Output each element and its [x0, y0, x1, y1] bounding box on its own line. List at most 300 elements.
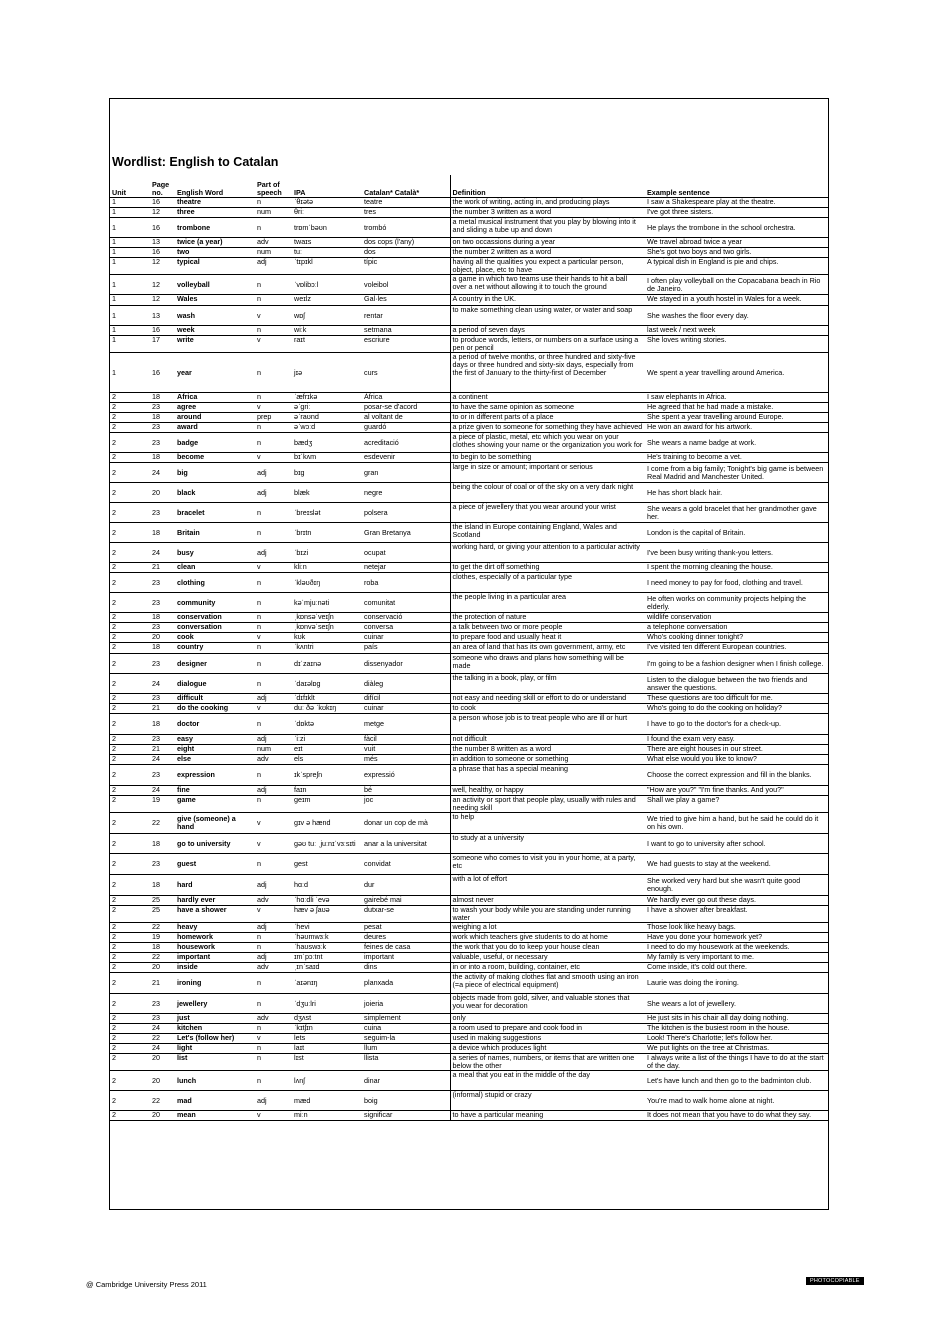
table-row	[110, 796, 828, 813]
page-cell: 13	[150, 306, 175, 326]
page-cell: 23	[150, 433, 175, 453]
table-row	[110, 714, 828, 735]
part-of-speech-cell: n	[255, 503, 292, 523]
part-of-speech-cell: n	[255, 613, 292, 623]
table-row	[110, 623, 828, 633]
english-word-cell: week	[175, 326, 255, 336]
table-row	[110, 906, 828, 923]
unit-cell: 2	[110, 523, 150, 543]
definition-cell: to or in different parts of a place	[450, 413, 645, 423]
catalan-cell: simplement	[362, 1014, 450, 1024]
page-cell: 20	[150, 1111, 175, 1121]
page-cell: 18	[150, 643, 175, 654]
english-word-cell: community	[175, 593, 255, 613]
table-row	[110, 643, 828, 654]
unit-cell: 2	[110, 1044, 150, 1054]
part-of-speech-cell: v	[255, 704, 292, 714]
part-of-speech-cell: adj	[255, 1091, 292, 1111]
unit-cell: 2	[110, 393, 150, 403]
english-word-cell: mad	[175, 1091, 255, 1111]
page-cell: 24	[150, 1024, 175, 1034]
english-word-cell: Wales	[175, 295, 255, 306]
unit-cell: 2	[110, 613, 150, 623]
part-of-speech-cell: n	[255, 275, 292, 295]
catalan-cell: ocupat	[362, 543, 450, 563]
page-cell: 23	[150, 573, 175, 593]
definition-cell: the activity of making clothes flat and smooth using an iron (=a piece of electrical equipment)	[450, 973, 645, 994]
example-cell: He agreed that he had made a mistake.	[645, 403, 828, 413]
example-cell: We travel abroad twice a year	[645, 238, 828, 248]
example-cell: He won an award for his artwork.	[645, 423, 828, 433]
unit-cell: 2	[110, 433, 150, 453]
table-row	[110, 403, 828, 413]
page-cell: 20	[150, 1054, 175, 1071]
page-cell: 20	[150, 963, 175, 973]
catalan-cell: típic	[362, 258, 450, 275]
part-of-speech-cell: v	[255, 906, 292, 923]
definition-cell: to have a particular meaning	[450, 1111, 645, 1121]
table-row	[110, 543, 828, 563]
part-of-speech-cell: n	[255, 854, 292, 875]
example-cell: I have a shower after breakfast.	[645, 906, 828, 923]
ipa-cell: ˈdɒktə	[292, 714, 362, 735]
english-word-cell: twice (a year)	[175, 238, 255, 248]
ipa-cell: ˈvɒlibɔːl	[292, 275, 362, 295]
definition-cell: a continent	[450, 393, 645, 403]
catalan-cell: cuina	[362, 1024, 450, 1034]
catalan-cell: deures	[362, 933, 450, 943]
part-of-speech-cell: n	[255, 353, 292, 393]
unit-cell: 2	[110, 423, 150, 433]
definition-cell: a game in which two teams use their hands to hit a ball over a net without allowing it to touch the ground	[450, 275, 645, 295]
example-cell: I come from a big family; Tonight's big game is between Real Madrid and Manchester United.	[645, 463, 828, 483]
example-cell: She wears a name badge at work.	[645, 433, 828, 453]
page-cell: 20	[150, 1071, 175, 1091]
catalan-cell: dos cops (l'any)	[362, 238, 450, 248]
table-row	[110, 875, 828, 896]
catalan-cell: anar a la universitat	[362, 834, 450, 854]
english-word-cell: doctor	[175, 714, 255, 735]
unit-cell: 2	[110, 694, 150, 704]
unit-cell: 2	[110, 1014, 150, 1024]
english-word-cell: three	[175, 208, 255, 218]
part-of-speech-cell: v	[255, 1034, 292, 1044]
unit-cell: 1	[110, 306, 150, 326]
ipa-cell: əˈgriː	[292, 403, 362, 413]
example-cell: I spent the morning cleaning the house.	[645, 563, 828, 573]
english-word-cell: just	[175, 1014, 255, 1024]
definition-cell: to make something clean using water, or water and soap	[450, 306, 645, 326]
table-row	[110, 633, 828, 643]
table-row	[110, 326, 828, 336]
unit-cell: 2	[110, 413, 150, 423]
ipa-cell: ˈθɪətə	[292, 198, 362, 208]
english-word-cell: hard	[175, 875, 255, 896]
definition-cell: a piece of plastic, metal, etc which you wear on your clothes showing your name or the organization you work for	[450, 433, 645, 453]
english-word-cell: bracelet	[175, 503, 255, 523]
unit-cell: 2	[110, 745, 150, 755]
unit-cell: 2	[110, 834, 150, 854]
unit-cell: 1	[110, 353, 150, 393]
example-cell: I'm going to be a fashion designer when I finish college.	[645, 654, 828, 674]
unit-cell: 2	[110, 765, 150, 786]
english-word-cell: fine	[175, 786, 255, 796]
unit-cell: 1	[110, 258, 150, 275]
part-of-speech-cell: v	[255, 336, 292, 353]
part-of-speech-cell: adj	[255, 483, 292, 503]
ipa-cell: ˌɪnˈsaɪd	[292, 963, 362, 973]
ipa-cell: ˈkɪtʃɪn	[292, 1024, 362, 1034]
catalan-cell: voleibol	[362, 275, 450, 295]
english-word-cell: cook	[175, 633, 255, 643]
photocopiable-badge: PHOTOCOPIABLE	[806, 1277, 864, 1285]
ipa-cell: ˈhɑːdli ˈevə	[292, 896, 362, 906]
catalan-cell: bé	[362, 786, 450, 796]
definition-cell: a piece of jewellery that you wear around your wrist	[450, 503, 645, 523]
part-of-speech-cell: n	[255, 943, 292, 953]
english-word-cell: trombone	[175, 218, 255, 238]
part-of-speech-cell: n	[255, 423, 292, 433]
table-row	[110, 613, 828, 623]
definition-cell: someone who draws and plans how something will be made	[450, 654, 645, 674]
table-row	[110, 813, 828, 834]
table-row	[110, 1071, 828, 1091]
table-row	[110, 248, 828, 258]
english-word-cell: two	[175, 248, 255, 258]
ipa-cell: mæd	[292, 1091, 362, 1111]
table-row	[110, 854, 828, 875]
ipa-cell: wiːk	[292, 326, 362, 336]
catalan-cell: diàleg	[362, 674, 450, 694]
definition-cell: not easy and needing skill or effort to do or understand	[450, 694, 645, 704]
catalan-cell: feines de casa	[362, 943, 450, 953]
english-word-cell: important	[175, 953, 255, 963]
english-word-cell: busy	[175, 543, 255, 563]
part-of-speech-cell: v	[255, 813, 292, 834]
ipa-cell: θriː	[292, 208, 362, 218]
ipa-cell: eɪt	[292, 745, 362, 755]
english-word-cell: country	[175, 643, 255, 654]
page-cell: 23	[150, 1014, 175, 1024]
english-word-cell: heavy	[175, 923, 255, 933]
definition-cell: weighing a lot	[450, 923, 645, 933]
part-of-speech-cell: n	[255, 326, 292, 336]
ipa-cell: bɪg	[292, 463, 362, 483]
catalan-cell: netejar	[362, 563, 450, 573]
english-word-cell: housework	[175, 943, 255, 953]
ipa-cell: ˈbreɪslət	[292, 503, 362, 523]
definition-cell: the people living in a particular area	[450, 593, 645, 613]
part-of-speech-cell: n	[255, 1024, 292, 1034]
english-word-cell: kitchen	[175, 1024, 255, 1034]
definition-cell: used in making suggestions	[450, 1034, 645, 1044]
table-row	[110, 1111, 828, 1121]
ipa-cell: gəʊ tuː ˌjuːnɪˈvɜːsɪti	[292, 834, 362, 854]
example-cell: I have to go to the doctor's for a check-up.	[645, 714, 828, 735]
ipa-cell: blæk	[292, 483, 362, 503]
page-cell: 23	[150, 694, 175, 704]
part-of-speech-cell: n	[255, 218, 292, 238]
example-cell: She loves writing stories.	[645, 336, 828, 353]
part-of-speech-cell: n	[255, 674, 292, 694]
part-of-speech-cell: n	[255, 573, 292, 593]
english-word-cell: agree	[175, 403, 255, 413]
english-word-cell: hardly ever	[175, 896, 255, 906]
table-row	[110, 834, 828, 854]
definition-cell: to cook	[450, 704, 645, 714]
page-cell: 16	[150, 218, 175, 238]
definition-cell: the island in Europe containing England, Wales and Scotland	[450, 523, 645, 543]
table-row	[110, 208, 828, 218]
part-of-speech-cell: adv	[255, 896, 292, 906]
unit-cell: 1	[110, 238, 150, 248]
definition-cell: to help	[450, 813, 645, 834]
example-cell: These questions are too difficult for me.	[645, 694, 828, 704]
unit-cell: 2	[110, 403, 150, 413]
part-of-speech-cell: adj	[255, 953, 292, 963]
table-row	[110, 654, 828, 674]
unit-cell: 2	[110, 563, 150, 573]
definition-cell: with a lot of effort	[450, 875, 645, 896]
english-word-cell: difficult	[175, 694, 255, 704]
example-cell: Have you done your homework yet?	[645, 933, 828, 943]
column-header: Unit	[110, 175, 150, 198]
english-word-cell: light	[175, 1044, 255, 1054]
page-cell: 22	[150, 813, 175, 834]
ipa-cell: ɪkˈspreʃn	[292, 765, 362, 786]
ipa-cell: ˈaɪənɪŋ	[292, 973, 362, 994]
table-row	[110, 275, 828, 295]
page-cell: 23	[150, 654, 175, 674]
definition-cell: an area of land that has its own government, army, etc	[450, 643, 645, 654]
part-of-speech-cell: v	[255, 834, 292, 854]
ipa-cell: els	[292, 755, 362, 765]
definition-cell: a phrase that has a special meaning	[450, 765, 645, 786]
ipa-cell: weɪlz	[292, 295, 362, 306]
example-cell: I've visited ten different European countries.	[645, 643, 828, 654]
example-cell: Come inside, it's cold out there.	[645, 963, 828, 973]
english-word-cell: inside	[175, 963, 255, 973]
ipa-cell: kliːn	[292, 563, 362, 573]
example-cell: I always write a list of the things I have to do at the start of the day.	[645, 1054, 828, 1071]
page-cell: 18	[150, 613, 175, 623]
part-of-speech-cell: n	[255, 933, 292, 943]
table-row	[110, 973, 828, 994]
example-cell: I found the exam very easy.	[645, 735, 828, 745]
ipa-cell: laɪt	[292, 1044, 362, 1054]
definition-cell: a series of names, numbers, or items that are written one below the other	[450, 1054, 645, 1071]
column-header: IPA	[292, 175, 362, 198]
page-cell: 24	[150, 543, 175, 563]
part-of-speech-cell: adj	[255, 923, 292, 933]
unit-cell: 2	[110, 963, 150, 973]
unit-cell: 2	[110, 735, 150, 745]
part-of-speech-cell: adj	[255, 694, 292, 704]
catalan-cell: important	[362, 953, 450, 963]
unit-cell: 2	[110, 875, 150, 896]
page-cell: 13	[150, 238, 175, 248]
ipa-cell: ˌkɒnvəˈseɪʃn	[292, 623, 362, 633]
ipa-cell: lʌnʃ	[292, 1071, 362, 1091]
wordlist-table	[110, 175, 828, 1121]
table-row	[110, 563, 828, 573]
table-row	[110, 218, 828, 238]
catalan-cell: dissenyador	[362, 654, 450, 674]
ipa-cell: əˈwɔːd	[292, 423, 362, 433]
page-cell: 18	[150, 453, 175, 463]
english-word-cell: black	[175, 483, 255, 503]
definition-cell: a device which produces light	[450, 1044, 645, 1054]
unit-cell: 2	[110, 1071, 150, 1091]
definition-cell: to study at a university	[450, 834, 645, 854]
catalan-cell: dos	[362, 248, 450, 258]
catalan-cell: joc	[362, 796, 450, 813]
catalan-cell: significar	[362, 1111, 450, 1121]
definition-cell: the work that you do to keep your house clean	[450, 943, 645, 953]
unit-cell: 1	[110, 326, 150, 336]
unit-cell: 2	[110, 573, 150, 593]
definition-cell: almost never	[450, 896, 645, 906]
example-cell: She spent a year travelling around Europe.	[645, 413, 828, 423]
definition-cell: in or into a room, building, container, etc	[450, 963, 645, 973]
page-cell: 23	[150, 994, 175, 1014]
copyright-notice: @ Cambridge University Press 2011	[86, 1280, 207, 1289]
example-cell: It does not mean that you have to do what they say.	[645, 1111, 828, 1121]
english-word-cell: become	[175, 453, 255, 463]
catalan-cell: Gran Bretanya	[362, 523, 450, 543]
ipa-cell: ˈdɪfɪklt	[292, 694, 362, 704]
unit-cell: 2	[110, 643, 150, 654]
page-cell: 22	[150, 1091, 175, 1111]
page-cell: 18	[150, 393, 175, 403]
definition-cell: only	[450, 1014, 645, 1024]
page-cell: 23	[150, 593, 175, 613]
example-cell: Laurie was doing the ironing.	[645, 973, 828, 994]
english-word-cell: award	[175, 423, 255, 433]
catalan-cell: expressió	[362, 765, 450, 786]
definition-cell: a talk between two or more people	[450, 623, 645, 633]
ipa-cell: əˈraʊnd	[292, 413, 362, 423]
unit-cell: 2	[110, 906, 150, 923]
page-cell: 21	[150, 563, 175, 573]
table-row	[110, 745, 828, 755]
column-header: Example sentence	[645, 175, 828, 198]
example-cell: My family is very important to me.	[645, 953, 828, 963]
definition-cell: the work of writing, acting in, and producing plays	[450, 198, 645, 208]
catalan-cell: vuit	[362, 745, 450, 755]
page-cell: 17	[150, 336, 175, 353]
table-row	[110, 238, 828, 248]
table-row	[110, 523, 828, 543]
definition-cell: clothes, especially of a particular type	[450, 573, 645, 593]
part-of-speech-cell: adv	[255, 963, 292, 973]
page-cell: 24	[150, 786, 175, 796]
part-of-speech-cell: v	[255, 453, 292, 463]
example-cell: Let's have lunch and then go to the badminton club.	[645, 1071, 828, 1091]
unit-cell: 2	[110, 943, 150, 953]
page-cell: 24	[150, 463, 175, 483]
english-word-cell: jewellery	[175, 994, 255, 1014]
english-word-cell: game	[175, 796, 255, 813]
table-row	[110, 393, 828, 403]
unit-cell: 1	[110, 218, 150, 238]
unit-cell: 2	[110, 714, 150, 735]
ipa-cell: ˈkʌntri	[292, 643, 362, 654]
example-cell: I often play volleyball on the Copacabana beach in Rio de Janeiro.	[645, 275, 828, 295]
example-cell: She wears a gold bracelet that her grandmother gave her.	[645, 503, 828, 523]
ipa-cell: ˈtɪpɪkl	[292, 258, 362, 275]
page-cell: 23	[150, 423, 175, 433]
unit-cell: 2	[110, 1054, 150, 1071]
unit-cell: 2	[110, 854, 150, 875]
catalan-cell: Àfrica	[362, 393, 450, 403]
table-row	[110, 463, 828, 483]
ipa-cell: hɑːd	[292, 875, 362, 896]
part-of-speech-cell: n	[255, 973, 292, 994]
definition-cell: the number 3 written as a word	[450, 208, 645, 218]
example-cell: We had guests to stay at the weekend.	[645, 854, 828, 875]
catalan-cell: convidat	[362, 854, 450, 875]
catalan-cell: gran	[362, 463, 450, 483]
page-cell: 21	[150, 973, 175, 994]
page-cell: 21	[150, 745, 175, 755]
part-of-speech-cell: v	[255, 563, 292, 573]
example-cell: He just sits in his chair all day doing nothing.	[645, 1014, 828, 1024]
unit-cell: 2	[110, 503, 150, 523]
table-row	[110, 963, 828, 973]
column-header: Catalan* Català*	[362, 175, 450, 198]
unit-cell: 2	[110, 896, 150, 906]
example-cell: Look! There's Charlotte; let's follow her.	[645, 1034, 828, 1044]
page-cell: 16	[150, 248, 175, 258]
ipa-cell: ɪmˈpɔːtnt	[292, 953, 362, 963]
page-cell: 18	[150, 523, 175, 543]
unit-cell: 2	[110, 1024, 150, 1034]
catalan-cell: guardó	[362, 423, 450, 433]
table-row	[110, 483, 828, 503]
column-header: Definition	[450, 175, 645, 198]
example-cell: We stayed in a youth hostel in Wales for a week.	[645, 295, 828, 306]
part-of-speech-cell: n	[255, 765, 292, 786]
page-cell: 25	[150, 906, 175, 923]
part-of-speech-cell: adj	[255, 463, 292, 483]
definition-cell: to begin to be something	[450, 453, 645, 463]
example-cell: There are eight houses in our street.	[645, 745, 828, 755]
example-cell: a telephone conversation	[645, 623, 828, 633]
example-cell: He has short black hair.	[645, 483, 828, 503]
part-of-speech-cell: n	[255, 393, 292, 403]
english-word-cell: else	[175, 755, 255, 765]
table-row	[110, 765, 828, 786]
example-cell: Listen to the dialogue between the two friends and answer the questions.	[645, 674, 828, 694]
definition-cell: to get the dirt off something	[450, 563, 645, 573]
unit-cell: 2	[110, 654, 150, 674]
example-cell: You're mad to walk home alone at night.	[645, 1091, 828, 1111]
catalan-cell: escriure	[362, 336, 450, 353]
page-cell: 23	[150, 403, 175, 413]
definition-cell: having all the qualities you expect a particular person, object, place, etc to have	[450, 258, 645, 275]
catalan-cell: al voltant de	[362, 413, 450, 423]
part-of-speech-cell: adj	[255, 875, 292, 896]
definition-cell: in addition to someone or something	[450, 755, 645, 765]
table-row	[110, 1091, 828, 1111]
definition-cell: the number 2 written as a word	[450, 248, 645, 258]
ipa-cell: dʒʌst	[292, 1014, 362, 1024]
table-row	[110, 1054, 828, 1071]
definition-cell: to wash your body while you are standing under running water	[450, 906, 645, 923]
definition-cell: the number 8 written as a word	[450, 745, 645, 755]
unit-cell: 2	[110, 1091, 150, 1111]
